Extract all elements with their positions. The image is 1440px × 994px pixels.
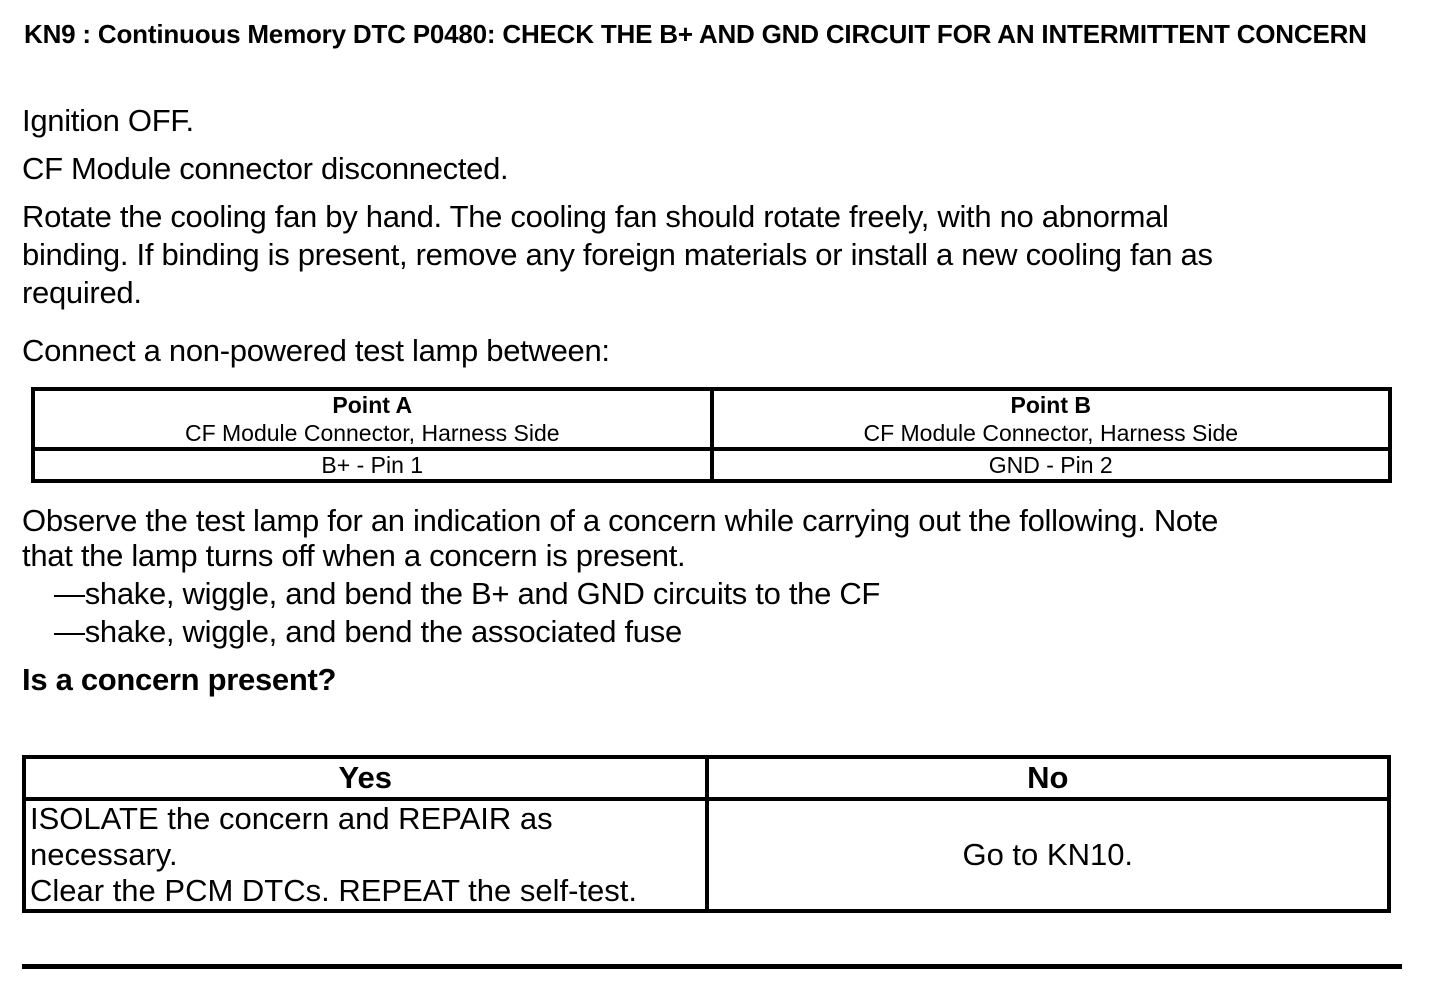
yes-answer-line-3: Clear the PCM DTCs. REPEAT the self-test. bbox=[30, 873, 637, 908]
test-points-header-row bbox=[33, 389, 1390, 449]
point-b-subheader: CF Module Connector, Harness Side bbox=[863, 420, 1239, 446]
observe-bullet-2: —shake, wiggle, and bend the associated fuse bbox=[54, 614, 682, 649]
connect-step: Connect a non-powered test lamp between: bbox=[22, 333, 610, 368]
no-header: No bbox=[707, 757, 1390, 799]
test-points-table bbox=[31, 387, 1392, 483]
yes-answer-cell bbox=[24, 799, 707, 911]
point-a-subheader: CF Module Connector, Harness Side bbox=[184, 420, 560, 446]
point-b-value: GND - Pin 2 bbox=[712, 449, 1391, 481]
yes-header: Yes bbox=[24, 757, 707, 799]
point-a-header: Point A bbox=[332, 392, 413, 418]
rotate-step-line-2: binding. If binding is present, remove any foreign materials or install a new cooling fan as bbox=[22, 237, 1213, 272]
connector-step: CF Module connector disconnected. bbox=[22, 151, 509, 186]
point-b-header-cell bbox=[712, 389, 1391, 449]
rotate-step-line-3: required. bbox=[22, 275, 142, 310]
answer-header-row bbox=[24, 757, 1389, 799]
observe-line-1: Observe the test lamp for an indication of a concern while carrying out the following. Note bbox=[22, 503, 1219, 538]
answer-table bbox=[22, 755, 1391, 913]
step-title: KN9 : Continuous Memory DTC P0480: CHECK THE B+ AND GND CIRCUIT FOR AN INTERMITTENT CONCERN bbox=[24, 19, 1367, 49]
bottom-divider bbox=[22, 964, 1402, 969]
point-b-header: Point B bbox=[1010, 392, 1091, 418]
no-answer: Go to KN10. bbox=[707, 799, 1390, 911]
test-points-value-row bbox=[33, 449, 1390, 481]
yes-answer-line-1: ISOLATE the concern and REPAIR as bbox=[30, 801, 553, 836]
question: Is a concern present? bbox=[22, 662, 337, 697]
observe-line-2: that the lamp turns off when a concern is present. bbox=[22, 538, 686, 573]
rotate-step-line-1: Rotate the cooling fan by hand. The cooling fan should rotate freely, with no abnormal bbox=[22, 199, 1169, 234]
yes-answer-line-2: necessary. bbox=[30, 837, 178, 872]
point-a-header-cell bbox=[33, 389, 712, 449]
point-a-value: B+ - Pin 1 bbox=[33, 449, 712, 481]
ignition-step: Ignition OFF. bbox=[22, 103, 194, 138]
answer-body-row bbox=[24, 799, 1389, 911]
observe-bullet-1: —shake, wiggle, and bend the B+ and GND circuits to the CF bbox=[54, 576, 881, 611]
